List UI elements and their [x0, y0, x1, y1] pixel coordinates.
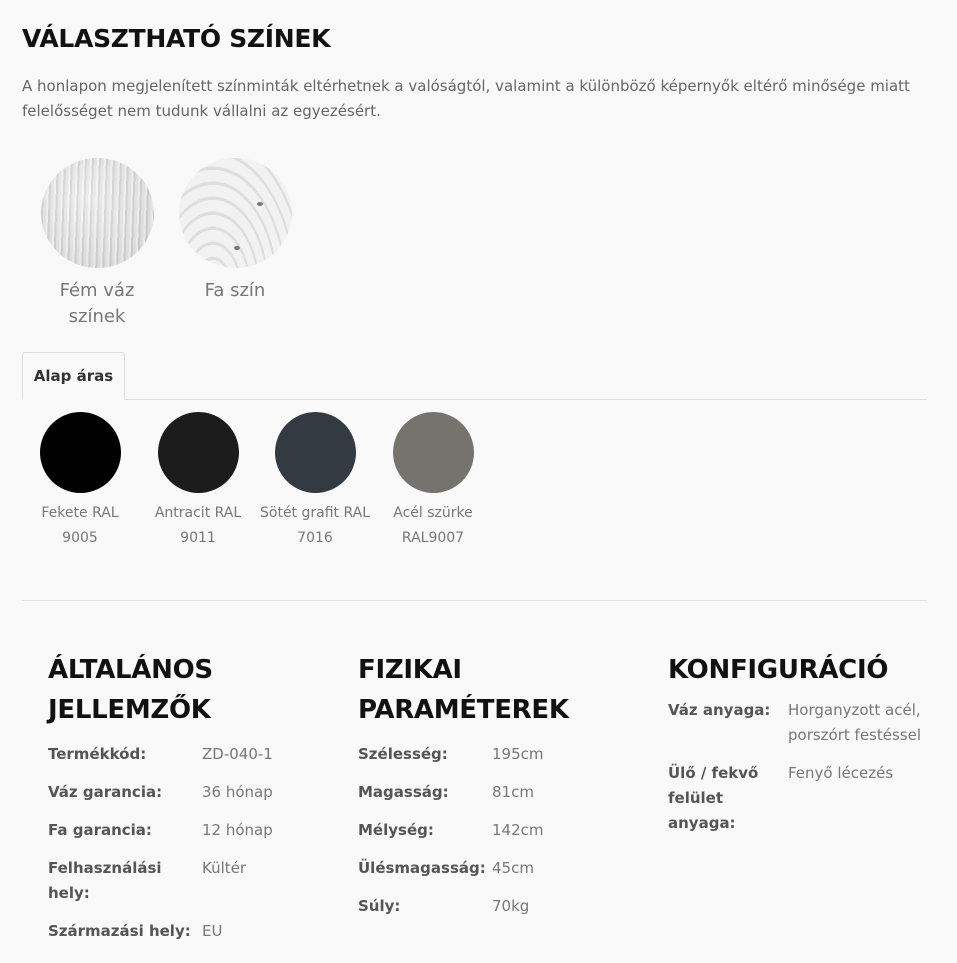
color-dot: [393, 412, 474, 493]
general-specs: [48, 650, 348, 957]
section-title: ÁLTALÁNOS JELLEMZŐK: [48, 655, 213, 725]
color-dot: [275, 412, 356, 493]
color-name: Antracit RAL 9011: [154, 505, 242, 546]
color-option-fekete[interactable]: [25, 412, 135, 551]
color-name: Acél szürke RAL9007: [393, 505, 473, 546]
color-dot: [158, 412, 239, 493]
color-disclaimer: A honlapon megjelenített színminták eltérhetnek a valóságtól, valamint a különböző képernyők eltérő minősége miatt felelősséget nem tudunk vállalni az egyezésért.: [22, 77, 910, 120]
price-tabs: [22, 352, 927, 400]
category-metal-frame-colors[interactable]: [32, 158, 162, 330]
category-label: Fa szín: [204, 280, 266, 301]
page-title: VÁLASZTHATÓ SZÍNEK: [22, 24, 331, 53]
color-name: Fekete RAL 9005: [41, 505, 119, 546]
tab-alap-aras[interactable]: Alap áras: [22, 352, 125, 400]
color-name: Sötét grafit RAL 7016: [260, 505, 371, 546]
color-option-acel-szurke[interactable]: [378, 412, 488, 551]
table-row: Szélesség: 195cm: [358, 745, 544, 763]
spec-table: [358, 742, 544, 932]
table-row: Súly: 70kg: [358, 897, 530, 915]
category-label: Fém váz színek: [59, 280, 135, 327]
section-title: KONFIGURÁCIÓ: [668, 655, 889, 685]
color-option-antracit[interactable]: [143, 412, 253, 551]
category-wood-color[interactable]: [170, 158, 300, 304]
spec-table: [668, 698, 938, 849]
table-row: Magasság: 81cm: [358, 783, 534, 801]
spec-table: [48, 742, 273, 957]
table-row: Felhasználási hely: Kültér: [48, 859, 247, 902]
table-row: Ülésmagasság: 45cm: [358, 859, 534, 877]
table-row: Váz garancia: 36 hónap: [48, 783, 273, 801]
table-row: Ülő / fekvő felület anyaga: Fenyő lécezés: [668, 764, 894, 832]
configuration-specs: [668, 650, 938, 849]
color-dot: [40, 412, 121, 493]
table-row: Származási hely: EU: [48, 922, 223, 940]
section-divider: [22, 600, 927, 601]
table-row: Fa garancia: 12 hónap: [48, 821, 273, 839]
section-title: FIZIKAI PARAMÉTEREK: [358, 655, 569, 725]
physical-specs: [358, 650, 658, 932]
table-row: Váz anyaga: Horganyzott acél, porszórt festéssel: [668, 701, 922, 744]
wood-texture-swatch-icon: [179, 158, 292, 268]
color-option-sotet-grafit[interactable]: [260, 412, 370, 551]
metal-texture-swatch-icon: [41, 158, 154, 268]
table-row: Termékkód: ZD-040-1: [48, 745, 273, 763]
table-row: Mélység: 142cm: [358, 821, 544, 839]
